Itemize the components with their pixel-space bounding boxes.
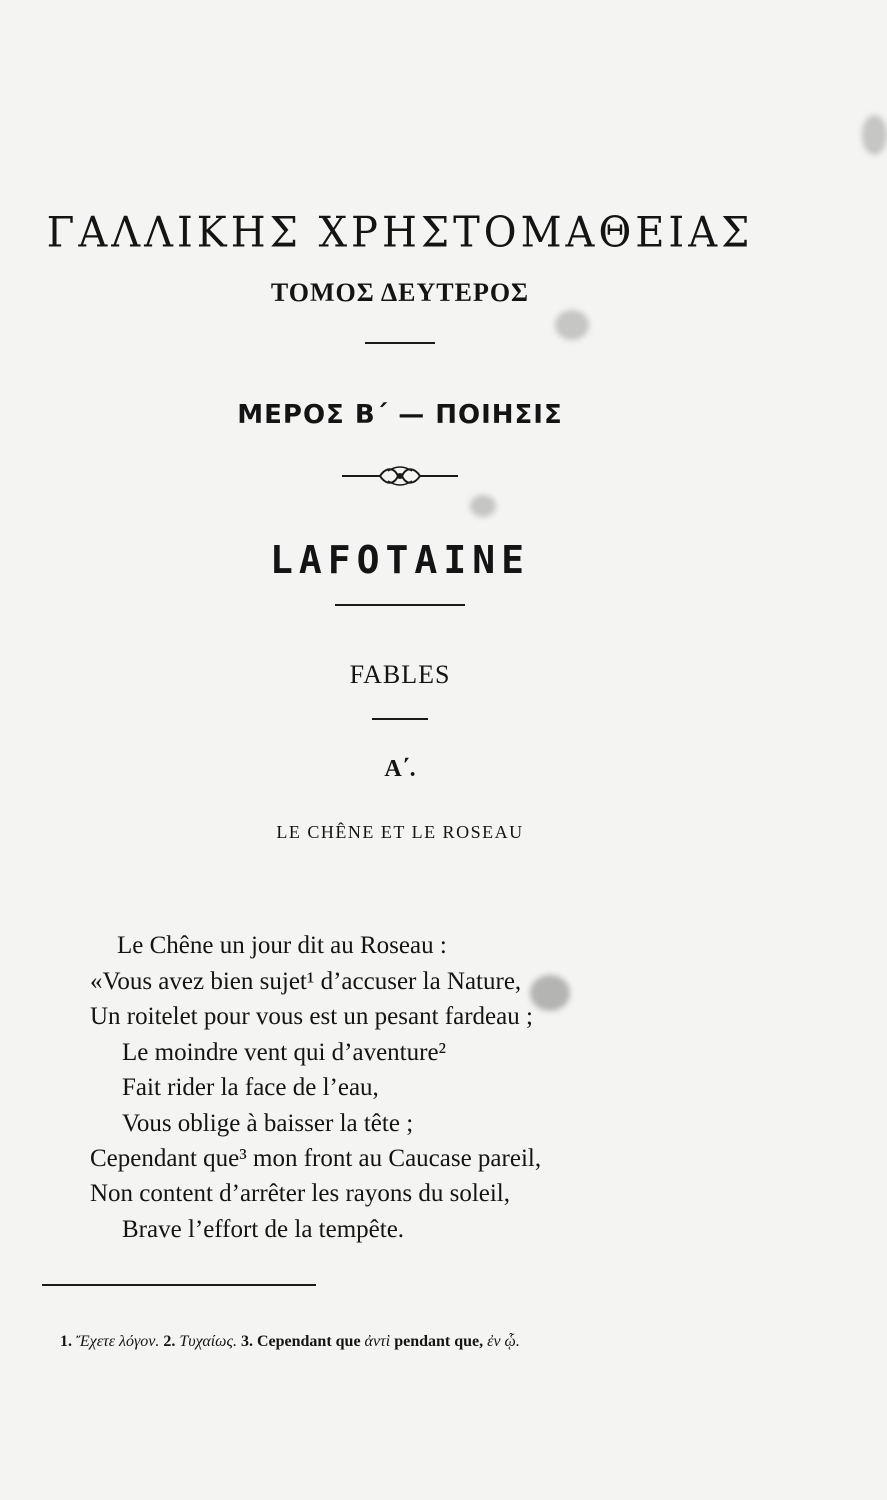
- footnote-text: Ἔχετε λόγον.: [76, 1333, 160, 1350]
- poem-line: «Vous avez bien sujet¹ d’accuser la Nature,: [90, 968, 522, 995]
- footnote-rule: [42, 1284, 316, 1286]
- book-title: ΓΑΛΛΙΚΗΣ ΧΡΗΣΤΟΜΑΘΕΙΑΣ: [46, 208, 754, 258]
- footnote-text: ἀντὶ: [364, 1333, 391, 1350]
- footnote-text: pendant que,: [394, 1333, 484, 1350]
- footnote-number: 3.: [240, 1333, 253, 1350]
- volume-title: ΤΟΜΟΣ ΔΕΥΤΕΡΟΣ: [270, 278, 530, 307]
- fable-number: Α΄.: [384, 756, 416, 782]
- footnote: [60, 1333, 520, 1351]
- poem-line: Cependant que³ mon front au Caucase pareil,: [90, 1145, 542, 1172]
- poem-line: Non content d’arrêter les rayons du soleil,: [90, 1180, 511, 1207]
- poem-line: Brave l’effort de la tempête.: [122, 1216, 405, 1243]
- part-title: ΜΕΡΟΣ Β΄ — ΠΟΙΗΣΙΣ: [237, 400, 563, 430]
- section-heading: FABLES: [349, 660, 451, 689]
- footnote-number: 1.: [60, 1333, 72, 1350]
- divider: [372, 718, 428, 720]
- fable-title: LE CHÊNE ET LE ROSEAU: [276, 822, 524, 842]
- ink-smudge: [555, 310, 589, 340]
- footnote-number: 2.: [163, 1333, 176, 1350]
- poem-line: Le moindre vent qui d’aventure²: [122, 1039, 447, 1066]
- divider: [335, 604, 465, 606]
- footnote-text: Cependant que: [256, 1333, 361, 1350]
- poem-line: Fait rider la face de l’eau,: [122, 1074, 379, 1101]
- poem-line: Un roitelet pour vous est un pesant fardeau ;: [90, 1003, 533, 1030]
- ink-smudge: [470, 495, 496, 517]
- divider: [365, 342, 435, 344]
- ink-smudge: [530, 975, 570, 1011]
- author-name: LAFOTAINE: [270, 538, 530, 582]
- ornament-divider-icon: [340, 465, 460, 487]
- poem-line: Le Chêne un jour dit au Roseau :: [117, 932, 447, 959]
- ink-smudge: [862, 115, 887, 155]
- poem-line: Vous oblige à baisser la tête ;: [122, 1110, 414, 1137]
- footnote-text: Τυχαίως.: [179, 1333, 237, 1350]
- footnote-text: ἐν ᾧ.: [487, 1333, 520, 1350]
